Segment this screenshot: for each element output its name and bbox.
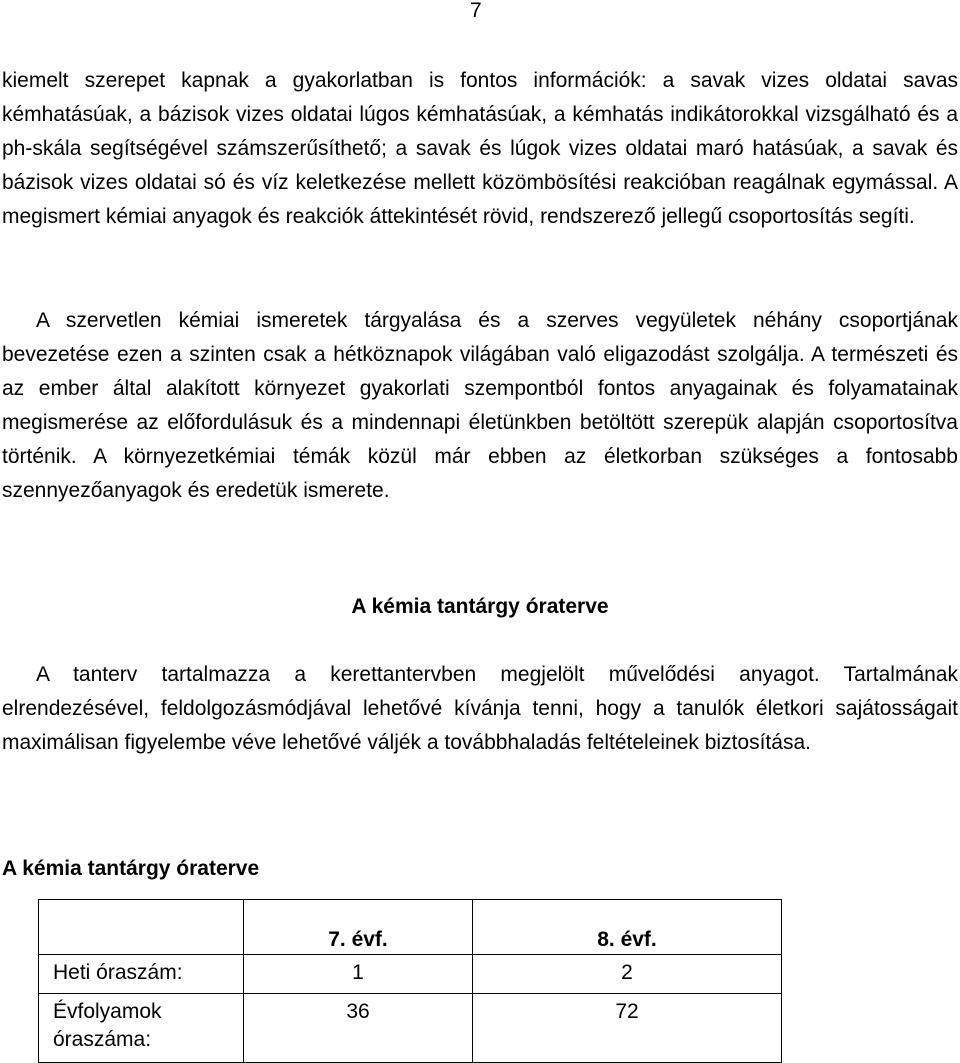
table-row xyxy=(39,994,782,1063)
table-cell: Évfolyamok óraszáma: xyxy=(39,994,244,1063)
table-cell: 36 xyxy=(244,994,473,1063)
table-header-row xyxy=(39,900,782,955)
table-cell: 2 xyxy=(473,955,782,994)
table-cell: 72 xyxy=(473,994,782,1063)
section-heading-left: A kémia tantárgy óraterve xyxy=(2,857,260,880)
table-header-cell: 7. évf. xyxy=(244,900,473,955)
table-header-cell xyxy=(39,900,244,955)
paragraph-curriculum: A tanterv tartalmazza a kerettantervben megjelölt művelődési anyagot. Tartalmának elrendezésével, feldolgozásmódjával lehetővé kívánja tenni, hogy a tanulók életkori sajátosságait maximálisan figyelembe véve lehetővé váljék a továbbhaladás feltételeinek biztosítása. xyxy=(2,663,958,754)
table-header-cell: 8. évf. xyxy=(473,900,782,955)
table-row xyxy=(39,955,782,994)
page-number: 7 xyxy=(470,0,482,22)
hours-table xyxy=(38,899,782,1063)
table-cell: Heti óraszám: xyxy=(39,955,244,994)
table-cell: 1 xyxy=(244,955,473,994)
section-heading-centered: A kémia tantárgy óraterve xyxy=(351,595,609,618)
paragraph-acids-bases: kiemelt szerepet kapnak a gyakorlatban is fontos információk: a savak vizes oldatai savas kémhatásúak, a bázisok vizes oldatai lúgos kémhatásúak, a kémhatás indikátorokkal vizsgálható és a ph-skála segítségével számszerűsíthető; a savak és lúgok vizes oldatai maró hatásúak, a savak és bázisok vizes oldatai só és víz keletkezése mellett közömbösítési reakcióban reagálnak egymással. A megismert kémiai anyagok és reakciók áttekintését rövid, rendszerező jellegű csoportosítás segíti. xyxy=(2,69,958,228)
paragraph-inorganic-chemistry: A szervetlen kémiai ismeretek tárgyalása és a szerves vegyületek néhány csoportjának bevezetése ezen a szinten csak a hétköznapok világában való eligazodást szolgálja. A természeti és az ember által alakított környezet gyakorlati szempontból fontos anyagainak és folyamatainak megismerése az előfordulásuk és a mindennapi életünkben betöltött szerepük alapján csoportosítva történik. A környezetkémiai témák közül már ebben az életkorban szükséges a fontosabb szennyezőanyagok és eredetük ismerete. xyxy=(2,309,958,502)
